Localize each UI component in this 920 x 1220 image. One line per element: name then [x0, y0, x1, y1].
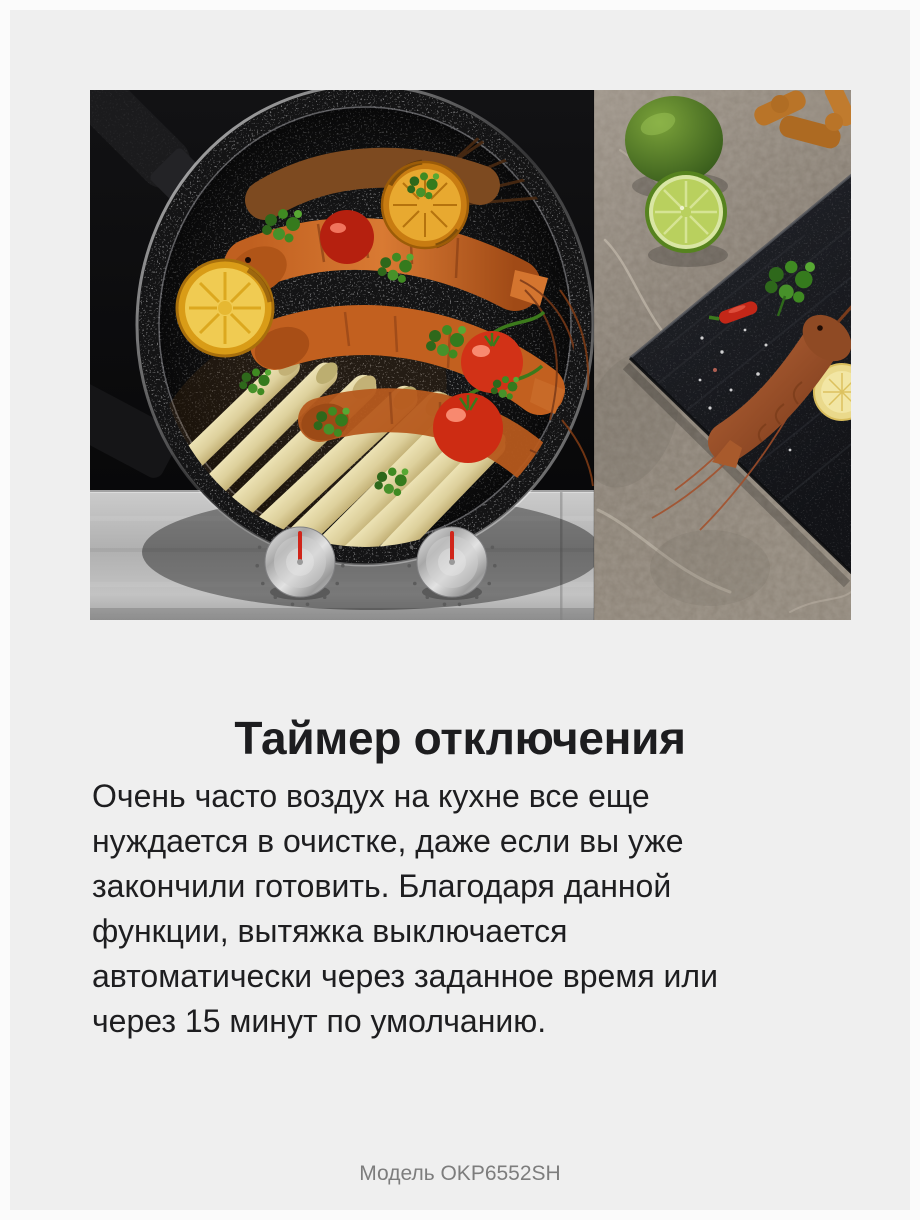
model-label: Модель OKP6552SH: [359, 1162, 561, 1185]
paragraph-line: Очень часто воздух на кухне все еще: [92, 778, 650, 814]
page-title: Таймер отключения: [234, 711, 686, 764]
content-panel: [10, 10, 910, 1210]
feature-description: [92, 774, 882, 1044]
photo-seam: [593, 90, 595, 620]
paragraph-line: закончили готовить. Благодаря данной: [92, 868, 672, 904]
stove-section: [90, 90, 602, 620]
knob-needle: [298, 531, 302, 562]
paragraph-line: через 15 минут по умолчанию.: [92, 1003, 547, 1039]
lemon-slice: [177, 260, 273, 356]
countertop-section: [564, 90, 851, 620]
paragraph-line: автоматически через заданное время или: [92, 958, 718, 994]
knob-needle: [450, 531, 454, 562]
paragraph-line: функции, вытяжка выключается: [92, 913, 568, 949]
product-feature-photo: [90, 90, 851, 620]
paragraph-line: нуждается в очистке, даже если вы уже: [92, 823, 684, 859]
kitchen-scene-illustration: [90, 90, 851, 620]
